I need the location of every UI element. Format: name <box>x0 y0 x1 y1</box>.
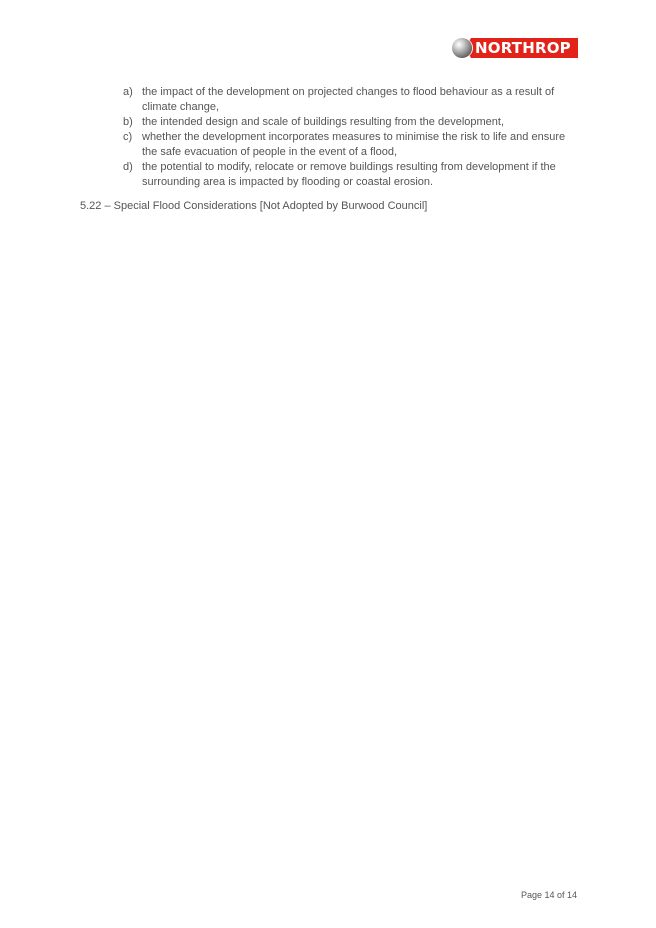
list-item <box>123 85 583 115</box>
considerations-list <box>123 85 583 190</box>
list-item-text: the impact of the development on projected changes to flood behaviour as a result of climate change, <box>142 86 555 113</box>
list-item-marker: c) <box>123 131 133 143</box>
section-heading: 5.22 – Special Flood Considerations [Not Adopted by Burwood Council] <box>80 200 428 212</box>
list-item-text: whether the development incorporates measures to minimise the risk to life and ensure the safe evacuation of people in the event of a flood, <box>142 131 566 158</box>
page-number: Page 14 of 14 <box>520 890 577 900</box>
list-item <box>123 160 583 190</box>
list-item-text: the intended design and scale of buildings resulting from the development, <box>142 116 505 128</box>
list-item-marker: b) <box>123 116 133 128</box>
list-item <box>123 115 583 130</box>
logo-sphere-icon <box>452 38 472 58</box>
logo-text: NORTHROP <box>475 39 571 57</box>
list-item-text: the potential to modify, relocate or remove buildings resulting from development if the surrounding area is impacted by flooding or coastal erosion. <box>142 161 556 188</box>
list-item-marker: a) <box>123 86 133 98</box>
list-item <box>123 130 583 160</box>
list-item-marker: d) <box>123 161 133 173</box>
northrop-logo <box>452 38 578 58</box>
